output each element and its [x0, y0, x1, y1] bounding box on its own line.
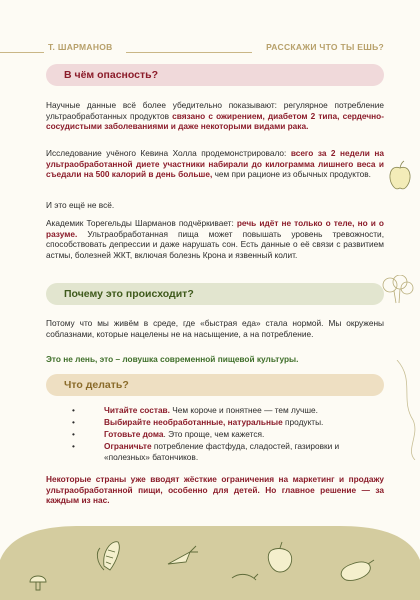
advice-item — [60, 441, 370, 463]
highlight-diseases: связано с ожирением, диабетом 2 типа, сердечно-сосудистыми заболеваниями и даже некоторыми видами рака. — [46, 110, 384, 132]
advice-item — [60, 429, 370, 440]
paragraph-text: Ультраобработанная пища может повышать уровень тревожности, способствовать депрессии и даже нарушать сон. Есть данные о её связи с развитием астмы, болезней ЖКТ, включая болезнь Крона и язвенный колит. — [46, 228, 384, 260]
section-heading-danger-text: В чём опасность? — [64, 69, 159, 81]
advice-item-strong: Читайте состав. — [104, 405, 170, 415]
advice-list — [60, 405, 370, 464]
section-heading-what-to-do — [46, 374, 384, 396]
paragraph-sharmanov — [46, 218, 384, 260]
broccoli-icon — [380, 275, 416, 305]
highlight-mind: речь идёт не только о теле, но и о разуме. — [46, 218, 384, 239]
highlight-study-result: всего за 2 недели на ультраобработанной диете участники набирали до килограмма лишнего веса и съедали на 500 калорий в день больше, — [46, 148, 384, 180]
paragraph-food-culture-trap: Это не лень, это – ловушка современной пищевой культуры. — [46, 354, 299, 364]
section-heading-why-text: Почему это происходит? — [64, 288, 194, 300]
closing-statement: Некоторые страны уже вводят жёсткие ограничения на маркетинг и продажу ультраобработанной пищи, особенно для детей. Но главное решение — за каждым из нас. — [46, 474, 384, 506]
paragraph-fast-food: Потому что мы живём в среде, где «быстрая еда» стала нормой. Мы окружены соблазнами, которые нацелены не на насыщение, а на потребление. — [46, 318, 384, 339]
advice-item-text: Чем короче и понятнее — тем лучше. — [169, 405, 318, 415]
paragraph-scientific-data — [46, 100, 384, 132]
advice-item — [60, 405, 370, 416]
header-author: Т. ШАРМАНОВ — [48, 42, 113, 52]
paragraph-text: чем при рационе из обычных продуктов. — [212, 169, 371, 180]
advice-item-text: продукты. — [282, 417, 324, 427]
section-heading-why — [46, 283, 384, 305]
advice-item-text: потребление фастфуда, сладостей, газировки и «полезных» батончиков. — [104, 441, 340, 462]
advice-item — [60, 417, 370, 428]
footer-band — [0, 520, 420, 600]
advice-item-strong: Выбирайте необработанные, натуральные — [104, 417, 283, 427]
advice-item-strong: Готовьте дома — [104, 429, 164, 439]
page-header — [0, 38, 420, 58]
advice-item-strong: Ограничьте — [104, 441, 152, 451]
section-heading-what-to-do-text: Что делать? — [64, 379, 129, 391]
apple-icon — [385, 160, 415, 194]
header-rule-middle — [126, 52, 252, 53]
paragraph-text: Академик Торегельды Шарманов подчёркивает: — [46, 218, 237, 228]
vine-icon — [395, 360, 420, 460]
paragraph-hall-study — [46, 148, 384, 180]
paragraph-text: Научные данные всё более убедительно показывают: регулярное потребление ультраобработанных продуктов — [46, 100, 384, 121]
advice-item-text: . Это проще, чем кажется. — [163, 429, 265, 439]
header-book-title: РАССКАЖИ ЧТО ТЫ ЕШЬ? — [266, 42, 384, 52]
paragraph-text: Исследование учёного Кевина Холла продемонстрировало: — [46, 148, 291, 158]
section-heading-danger — [46, 64, 384, 86]
paragraph-not-all: И это ещё не всё. — [46, 200, 115, 210]
header-rule-left — [0, 52, 44, 53]
